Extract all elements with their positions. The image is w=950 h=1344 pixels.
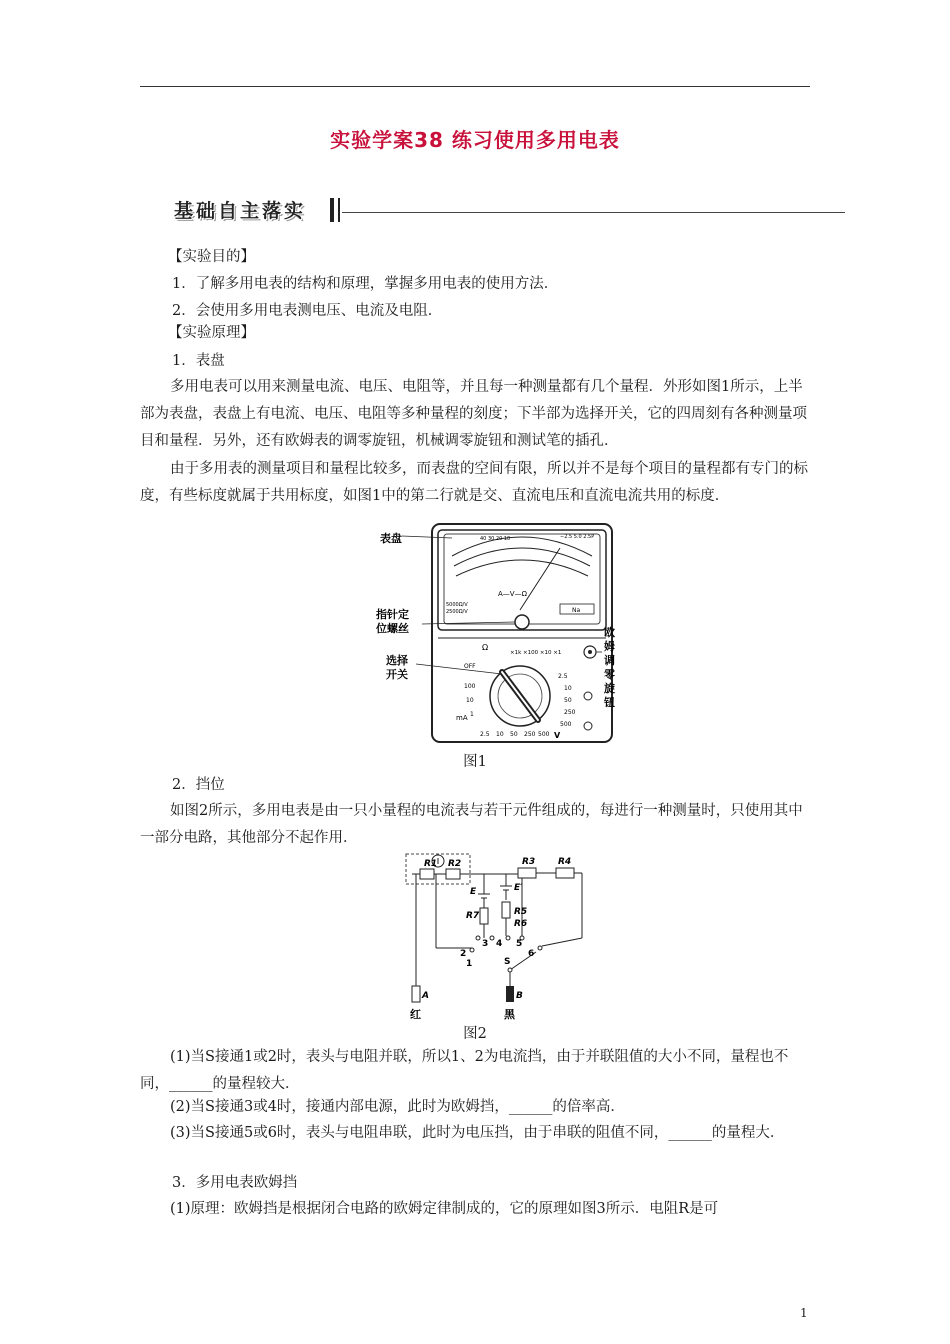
label-b: B: [516, 991, 523, 1001]
v-range-2: 10: [564, 685, 572, 692]
label-switch-1: 选择: [386, 654, 408, 667]
label-r2: R2: [448, 859, 462, 869]
label-dial: 表盘: [380, 532, 402, 545]
dial-na: Na: [572, 607, 581, 614]
question-3: (3)当S接通5或6时，表头与电阻串联，此时为电压挡，由于串联的阻值不同，______的量程大．: [170, 1125, 785, 1141]
section-bar: [330, 198, 334, 222]
figure-multimeter: [360, 522, 620, 746]
paragraph-ranges: 如图2所示，多用电表是由一只小量程的电流表与若干元件组成的，每进行一种测量时，只使用其中一部分电路，其他部分不起作用．: [140, 803, 803, 846]
label-e2: E′: [514, 883, 523, 893]
heading-ohm: 3．多用电表欧姆挡: [172, 1175, 298, 1191]
label-red: 红: [410, 1008, 421, 1020]
section-label: 基础自主落实: [174, 200, 307, 222]
label-screw-1: 指针定: [376, 608, 409, 621]
purpose-heading: 【实验目的】: [168, 249, 255, 265]
label-n5: 5: [516, 939, 523, 949]
label-e: E: [470, 887, 477, 897]
top-rule: [140, 86, 810, 87]
label-a: A: [422, 991, 429, 1001]
v-range-1: 2.5: [558, 673, 568, 680]
label-n6: 6: [528, 949, 535, 959]
v-range-5: 500: [560, 721, 572, 728]
label-knob-6: 钮: [604, 696, 615, 709]
page-title: 实验学案38 练习使用多用电表: [330, 128, 620, 152]
principle-heading: 【实验原理】: [168, 325, 255, 341]
heading-ranges: 2．挡位: [172, 777, 225, 793]
label-r6: R6: [514, 919, 528, 929]
label-n3: 3: [482, 939, 489, 949]
dial-top-spec: ∼2.5 5.0 2.5P: [560, 534, 595, 540]
section-rule: [342, 212, 845, 213]
ohm-multipliers: ×1k ×100 ×10 ×1: [510, 650, 562, 656]
svg-text:40 30 20 10: 40 30 20 10: [480, 536, 511, 542]
page-number: 1: [800, 1306, 808, 1320]
section-bar-thin: [338, 198, 340, 222]
label-r4: R4: [558, 857, 572, 867]
switch-off: OFF: [464, 663, 476, 670]
bottom-range-4: 250: [524, 731, 536, 738]
figure-2-caption: 图2: [463, 1026, 487, 1042]
dial-spec-2: 2500Ω/V: [446, 609, 468, 615]
bottom-range-2: 10: [496, 731, 504, 738]
dial-spec-1: 5000Ω/V: [446, 602, 468, 608]
label-knob-4: 零: [604, 668, 615, 681]
label-knob-1: 欧: [604, 626, 615, 639]
question-2: (2)当S接通3或4时，接通内部电源，此时为欧姆挡，______的倍率高．: [170, 1099, 625, 1115]
v-label: V: [554, 731, 561, 740]
v-range-4: 250: [564, 709, 576, 716]
label-knob-5: 旋: [604, 682, 615, 695]
v-range-3: 50: [564, 697, 572, 704]
figure-1-caption: 图1: [463, 754, 487, 770]
figure-circuit: [400, 852, 590, 1020]
label-knob-2: 姆: [604, 640, 615, 653]
heading-dial: 1．表盘: [172, 353, 225, 369]
question-1: (1)当S接通1或2时，表头与电阻并联，所以1、2为电流挡，由于并联阻值的大小不同，量程也不同，______的量程较大．: [140, 1049, 789, 1092]
label-n1: 1: [466, 959, 473, 969]
label-black: 黑: [504, 1008, 515, 1020]
label-r5: R5: [514, 907, 528, 917]
label-switch-2: 开关: [386, 668, 408, 681]
label-n4: 4: [496, 939, 503, 949]
paragraph-scale: 由于多用表的测量项目和量程比较多，而表盘的空间有限，所以并不是每个项目的量程都有专门的标度，有些标度就属于共用标度，如图1中的第二行就是交、直流电压和直流电流共用的标度．: [140, 461, 808, 504]
ma-range-3: 1: [470, 711, 474, 718]
label-r7: R7: [466, 911, 480, 921]
label-screw-2: 位螺丝: [376, 622, 409, 635]
ma-label: mA: [456, 714, 468, 722]
label-r3: R3: [522, 857, 536, 867]
paragraph-dial: 多用电表可以用来测量电流、电压、电阻等，并且每一种测量都有几个量程．外形如图1所示，上半部为表盘，表盘上有电流、电压、电阻等多种量程的刻度；下半部为选择开关，它的四周刻有各种测量项目和量程．另外，还有欧姆表的调零旋钮，机械调零旋钮和测试笔的插孔．: [140, 379, 807, 449]
bottom-range-5: 500: [538, 731, 550, 738]
bottom-range-3: 50: [510, 731, 518, 738]
paragraph-ohm: (1)原理：欧姆挡是根据闭合电路的欧姆定律制成的，它的原理如图3所示．电阻R是可: [170, 1201, 719, 1217]
label-s: S: [504, 957, 511, 967]
dial-text: A—V—Ω: [498, 590, 527, 598]
ohm-symbol: Ω: [482, 643, 489, 652]
label-r1: R1: [424, 859, 438, 869]
purpose-item-2: 2．会使用多用电表测电压、电流及电阻．: [172, 303, 443, 319]
section-header: [170, 196, 845, 226]
ma-range-2: 10: [466, 697, 474, 704]
label-n2: 2: [460, 949, 467, 959]
ma-range-1: 100: [464, 683, 476, 690]
purpose-item-1: 1．了解多用电表的结构和原理，掌握多用电表的使用方法．: [172, 276, 559, 292]
label-knob-3: 调: [604, 654, 615, 667]
bottom-range-1: 2.5: [480, 731, 490, 738]
